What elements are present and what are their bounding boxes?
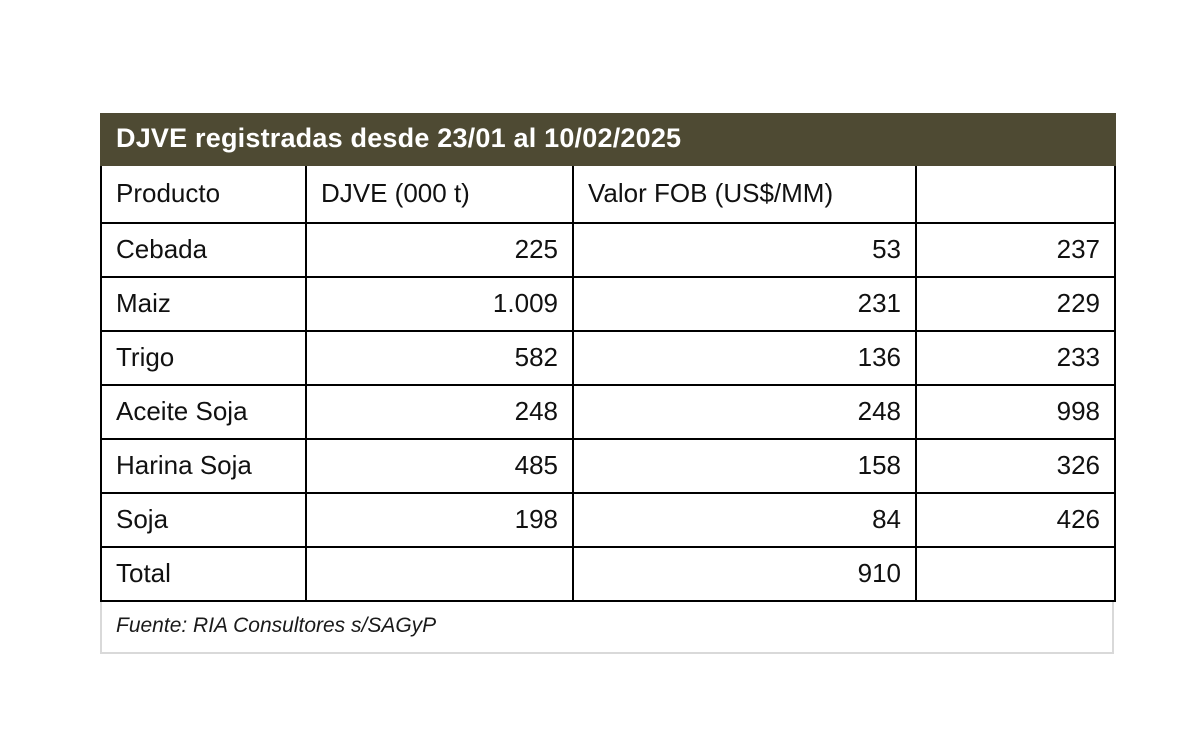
column-header-valor-fob: Valor FOB (US$/MM) [573,165,916,223]
table-row [101,385,1115,439]
cell-fob: 53 [573,223,916,277]
cell-djve: 248 [306,385,573,439]
cell-extra: 426 [916,493,1115,547]
cell-fob: 84 [573,493,916,547]
cell-fob: 136 [573,331,916,385]
table-row [101,331,1115,385]
cell-extra: 998 [916,385,1115,439]
cell-producto: Trigo [101,331,306,385]
cell-djve: 485 [306,439,573,493]
cell-fob: 231 [573,277,916,331]
column-header-extra [916,165,1115,223]
cell-fob: 248 [573,385,916,439]
cell-producto: Cebada [101,223,306,277]
cell-producto: Maiz [101,277,306,331]
cell-extra [916,547,1115,601]
cell-extra: 233 [916,331,1115,385]
cell-producto: Harina Soja [101,439,306,493]
cell-extra: 229 [916,277,1115,331]
column-header-producto: Producto [101,165,306,223]
cell-extra: 326 [916,439,1115,493]
table-row [101,439,1115,493]
cell-djve: 225 [306,223,573,277]
cell-producto: Total [101,547,306,601]
cell-djve: 582 [306,331,573,385]
cell-fob: 910 [573,547,916,601]
table-body [101,223,1115,601]
table-title: DJVE registradas desde 23/01 al 10/02/2025 [101,114,1115,165]
table-total-row [101,547,1115,601]
cell-extra: 237 [916,223,1115,277]
table-row [101,223,1115,277]
table-header-row [101,165,1115,223]
cell-producto: Aceite Soja [101,385,306,439]
table-title-row [101,114,1115,165]
cell-producto: Soja [101,493,306,547]
djve-table [100,113,1116,602]
cell-djve: 198 [306,493,573,547]
cell-djve [306,547,573,601]
table-row [101,493,1115,547]
cell-djve: 1.009 [306,277,573,331]
cell-fob: 158 [573,439,916,493]
column-header-djve: DJVE (000 t) [306,165,573,223]
source-note: Fuente: RIA Consultores s/SAGyP [100,602,1114,654]
table-row [101,277,1115,331]
djve-table-panel [100,113,1114,654]
